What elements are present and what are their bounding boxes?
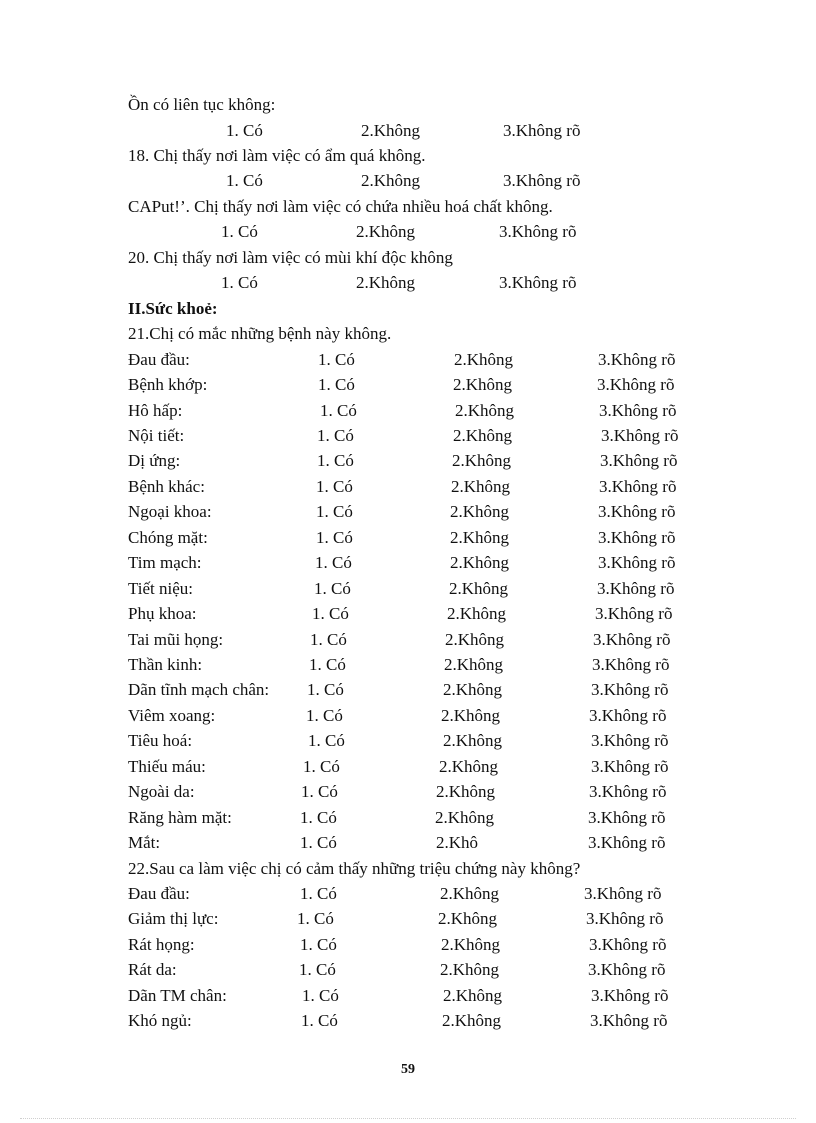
- option-no: 2.Không: [444, 655, 504, 674]
- option-unsure: 3.Không rõ: [592, 655, 670, 674]
- page-bottom-divider: [20, 1118, 796, 1119]
- option-no: 2.Không: [454, 350, 514, 369]
- option-yes: 1. Có: [316, 502, 353, 521]
- option-no: 2.Không: [450, 528, 510, 547]
- option-no: 2.Không: [452, 451, 512, 470]
- option-yes: 1. Có: [306, 706, 343, 725]
- symptom-name: Đau đầu:: [128, 884, 190, 903]
- disease-name: Tiêu hoá:: [128, 731, 193, 750]
- option-yes: 1. Có: [318, 350, 355, 369]
- option-no: 2.Không: [443, 731, 503, 750]
- option-yes: 1. Có: [317, 426, 354, 445]
- option-no: 2.Không: [441, 935, 501, 954]
- option-unsure: 3.Không rõ: [503, 171, 581, 190]
- option-unsure: 3.Không rõ: [593, 630, 671, 649]
- option-yes: 1. Có: [314, 579, 351, 598]
- option-no: 2.Không: [438, 909, 498, 928]
- option-no: 2.Không: [453, 375, 513, 394]
- option-yes: 1. Có: [316, 528, 353, 547]
- option-no: 2.Không: [440, 884, 500, 903]
- option-unsure: 3.Không rõ: [588, 960, 666, 979]
- option-no: 2.Không: [445, 630, 505, 649]
- option-unsure: 3.Không rõ: [598, 350, 676, 369]
- question-22: 22.Sau ca làm việc chị có cảm thấy những triệu chứng này không?: [128, 859, 581, 878]
- option-yes: 1. Có: [320, 401, 357, 420]
- option-unsure: 3.Không rõ: [499, 273, 577, 292]
- option-yes: 1. Có: [312, 604, 349, 623]
- symptom-name: Khó ngủ:: [128, 1011, 192, 1030]
- option-no: 2.Không: [439, 757, 499, 776]
- option-unsure: 3.Không rõ: [589, 935, 667, 954]
- option-unsure: 3.Không rõ: [503, 121, 581, 140]
- option-no: 2.Khô: [436, 833, 479, 852]
- option-yes: 1. Có: [317, 451, 354, 470]
- option-no: 2.Không: [356, 222, 416, 241]
- option-unsure: 3.Không rõ: [599, 401, 677, 420]
- option-no: 2.Không: [451, 477, 511, 496]
- option-unsure: 3.Không rõ: [588, 833, 666, 852]
- option-no: 2.Không: [356, 273, 416, 292]
- option-yes: 1. Có: [303, 757, 340, 776]
- option-unsure: 3.Không rõ: [591, 986, 669, 1005]
- option-yes: 1. Có: [302, 986, 339, 1005]
- option-unsure: 3.Không rõ: [597, 579, 675, 598]
- option-no: 2.Không: [453, 426, 513, 445]
- disease-name: Bệnh khớp:: [128, 375, 208, 394]
- disease-name: Răng hàm mặt:: [128, 808, 232, 827]
- option-no: 2.Không: [441, 706, 501, 725]
- symptom-name: Giảm thị lực:: [128, 909, 219, 928]
- option-unsure: 3.Không rõ: [588, 808, 666, 827]
- symptom-name: Dãn TM chân:: [128, 986, 227, 1005]
- option-no: 2.Không: [435, 808, 495, 827]
- symptom-name: Rát da:: [128, 960, 177, 979]
- disease-name: Tim mạch:: [128, 553, 202, 572]
- option-unsure: 3.Không rõ: [591, 680, 669, 699]
- option-yes: 1. Có: [301, 1011, 338, 1030]
- disease-name: Nội tiết:: [128, 426, 185, 445]
- option-yes: 1. Có: [307, 680, 344, 699]
- option-yes: 1. Có: [226, 171, 263, 190]
- option-no: 2.Không: [450, 502, 510, 521]
- disease-name: Chóng mặt:: [128, 528, 208, 547]
- option-unsure: 3.Không rõ: [590, 1011, 668, 1030]
- disease-name: Mắt:: [128, 833, 161, 852]
- disease-name: Đau đầu:: [128, 350, 190, 369]
- option-yes: 1. Có: [221, 222, 258, 241]
- question-19: CAPut!’. Chị thấy nơi làm việc có chứa nhiều hoá chất không.: [128, 197, 553, 216]
- option-yes: 1. Có: [299, 960, 336, 979]
- option-yes: 1. Có: [300, 833, 337, 852]
- option-no: 2.Không: [450, 553, 510, 572]
- disease-name: Dãn tĩnh mạch chân:: [128, 680, 270, 699]
- option-yes: 1. Có: [308, 731, 345, 750]
- option-unsure: 3.Không rõ: [599, 477, 677, 496]
- option-yes: 1. Có: [301, 782, 338, 801]
- disease-name: Tiết niệu:: [128, 579, 194, 598]
- option-yes: 1. Có: [309, 655, 346, 674]
- disease-name: Hô hấp:: [128, 401, 183, 420]
- disease-name: Thần kinh:: [128, 655, 203, 674]
- question-20: 20. Chị thấy nơi làm việc có mùi khí độc không: [128, 248, 453, 267]
- disease-name: Tai mũi họng:: [128, 630, 224, 649]
- option-yes: 1. Có: [297, 909, 334, 928]
- page-number: 59: [401, 1062, 415, 1077]
- option-yes: 1. Có: [310, 630, 347, 649]
- option-yes: 1. Có: [226, 121, 263, 140]
- disease-name: Ngoài da:: [128, 782, 195, 801]
- option-no: 2.Không: [443, 680, 503, 699]
- disease-name: Thiếu máu:: [128, 757, 206, 776]
- option-unsure: 3.Không rõ: [600, 451, 678, 470]
- option-yes: 1. Có: [300, 935, 337, 954]
- option-no: 2.Không: [440, 960, 500, 979]
- option-unsure: 3.Không rõ: [499, 222, 577, 241]
- disease-name: Phụ khoa:: [128, 604, 197, 623]
- option-unsure: 3.Không rõ: [589, 706, 667, 725]
- option-no: 2.Không: [443, 986, 503, 1005]
- option-no: 2.Không: [449, 579, 509, 598]
- option-unsure: 3.Không rõ: [586, 909, 664, 928]
- option-unsure: 3.Không rõ: [598, 553, 676, 572]
- disease-name: Ngoại khoa:: [128, 502, 212, 521]
- option-unsure: 3.Không rõ: [584, 884, 662, 903]
- option-no: 2.Không: [455, 401, 515, 420]
- option-yes: 1. Có: [315, 553, 352, 572]
- option-unsure: 3.Không rõ: [598, 502, 676, 521]
- option-yes: 1. Có: [300, 884, 337, 903]
- disease-name: Viêm xoang:: [128, 706, 216, 725]
- option-unsure: 3.Không rõ: [598, 528, 676, 547]
- option-unsure: 3.Không rõ: [595, 604, 673, 623]
- disease-name: Dị ứng:: [128, 451, 181, 470]
- option-unsure: 3.Không rõ: [589, 782, 667, 801]
- option-no: 2.Không: [442, 1011, 502, 1030]
- option-yes: 1. Có: [221, 273, 258, 292]
- option-unsure: 3.Không rõ: [591, 731, 669, 750]
- option-no: 2.Không: [361, 171, 421, 190]
- section-heading: II.Sức khoẻ:: [128, 299, 218, 318]
- symptom-name: Rát họng:: [128, 935, 195, 954]
- option-yes: 1. Có: [316, 477, 353, 496]
- question-18: 18. Chị thấy nơi làm việc có ẩm quá không.: [128, 146, 426, 165]
- option-unsure: 3.Không rõ: [591, 757, 669, 776]
- option-yes: 1. Có: [300, 808, 337, 827]
- option-no: 2.Không: [436, 782, 496, 801]
- question-17-tail: Ồn có liên tục không:: [128, 95, 276, 114]
- option-no: 2.Không: [361, 121, 421, 140]
- option-yes: 1. Có: [318, 375, 355, 394]
- disease-name: Bệnh khác:: [128, 477, 205, 496]
- question-21: 21.Chị có mắc những bệnh này không.: [128, 324, 392, 343]
- option-no: 2.Không: [447, 604, 507, 623]
- option-unsure: 3.Không rõ: [601, 426, 679, 445]
- option-unsure: 3.Không rõ: [597, 375, 675, 394]
